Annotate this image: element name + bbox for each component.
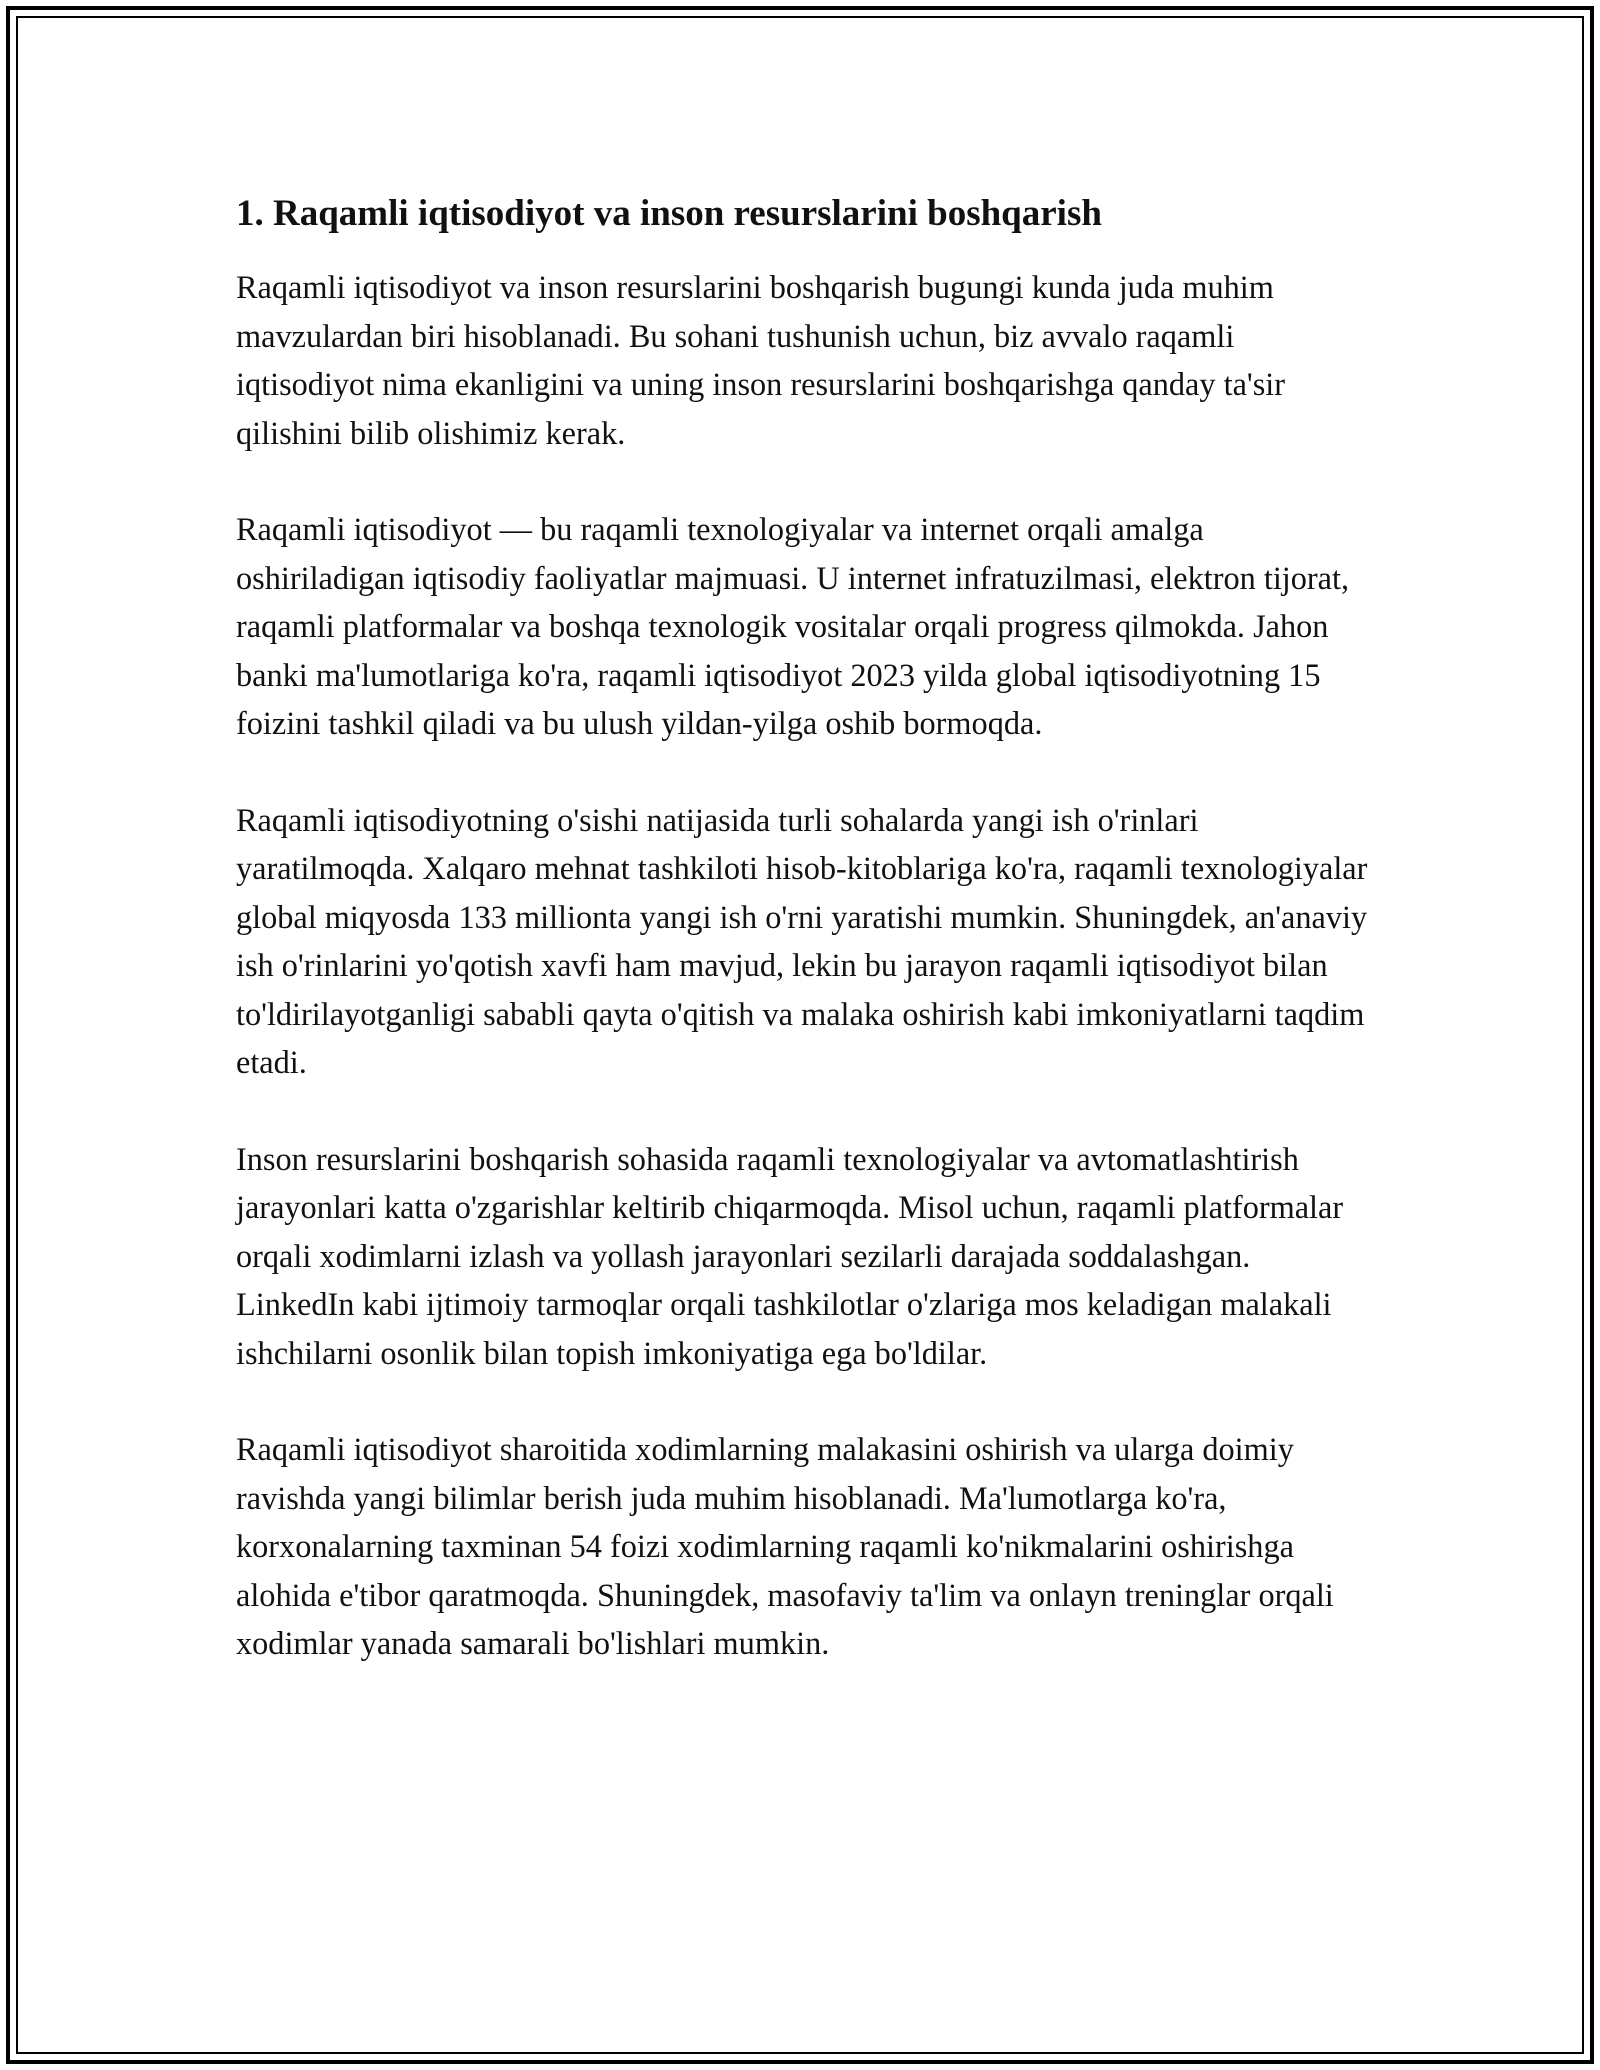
- paragraph-3: Raqamli iqtisodiyotning o'sishi natijasida turli sohalarda yangi ish o'rinlari yaratilmoqda. Xalqaro mehnat tashkiloti hisob-kitoblariga ko'ra, raqamli texnologiyalar global miqyosda 133 millionta yangi ish o'rni yaratishi mumkin. Shuningdek, an'anaviy ish o'rinlarini yo'qotish xavfi ham mavjud, lekin bu jarayon raqamli iqtisodiyot bilan to'ldirilayotganligi sababli qayta o'qitish va malaka oshirish kabi imkoniyatlarni taqdim etadi.: [236, 801, 1368, 1080]
- paragraph-4: Inson resurslarini boshqarish sohasida raqamli texnologiyalar va avtomatlashtirish jarayonlari katta o'zgarishlar keltirib chiqarmoqda. Misol uchun, raqamli platformalar orqali xodimlarni izlash va yollash jarayonlari sezilarli darajada soddalashgan. LinkedIn kabi ijtimoiy tarmoqlar orqali tashkilotlar o'zlariga mos keladigan malakali ishchilarni osonlik bilan topish imkoniyatiga ega bo'ldilar.: [236, 1140, 1344, 1371]
- section-heading: 1. Raqamli iqtisodiyot va inson resurslarini boshqarish: [236, 193, 1102, 234]
- paragraph-1: Raqamli iqtisodiyot va inson resurslarini boshqarish bugungi kunda juda muhim mavzulardan biri hisoblanadi. Bu sohani tushunish uchun, biz avvalo raqamli iqtisodiyot nima ekanligini va uning inson resurslarini boshqarishga qanday ta'sir qilishini bilib olishimiz kerak.: [236, 269, 1286, 451]
- paragraph-5: Raqamli iqtisodiyot sharoitida xodimlarning malakasini oshirish va ularga doimiy ravishda yangi bilimlar berish juda muhim hisoblanadi. Ma'lumotlarga ko'ra, korxonalarning taxminan 54 foizi xodimlarning raqamli ko'nikmalarini oshirishga alohida e'tibor qaratmoqda. Shuningdek, masofaviy ta'lim va onlayn treninglar orqali xodimlar yanada samarali bo'lishlari mumkin.: [236, 1431, 1334, 1661]
- document-body: [236, 186, 1376, 1716]
- paragraph-2: Raqamli iqtisodiyot — bu raqamli texnologiyalar va internet orqali amalga oshiriladigan iqtisodiy faoliyatlar majmuasi. U internet infratuzilmasi, elektron tijorat, raqamli platformalar va boshqa texnologik vositalar orqali progress qilmokda. Jahon banki ma'lumotlariga ko'ra, raqamli iqtisodiyot 2023 yilda global iqtisodiyotning 15 foizini tashkil qiladi va bu ulush yildan-yilga oshib bormoqda.: [236, 511, 1350, 741]
